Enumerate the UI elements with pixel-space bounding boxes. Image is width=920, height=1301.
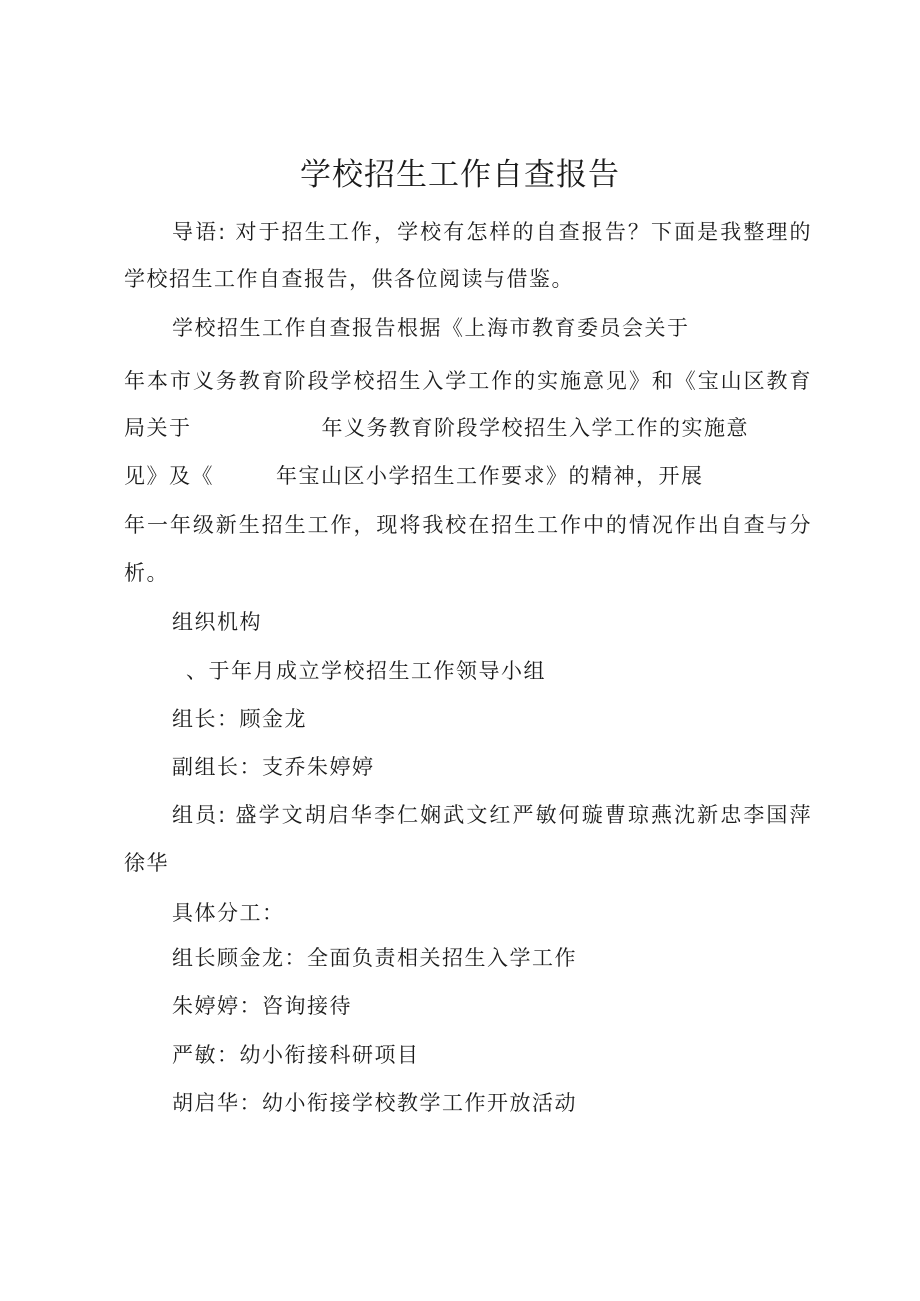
org-members-line-1: 组员: 盛学文胡启华李仁娴武文红严敏何璇曹琼燕沈新忠李国萍 [172,803,812,827]
basis-line-3-start: 局关于 [124,416,192,440]
basis-line-5: 年一年级新生招生工作，现将我校在招生工作中的情况作出自查与分 [124,513,812,537]
basis-line-4-end: 年宝山区小学招生工作要求》的精神，开展 [276,464,704,488]
duty-item: 组长顾金龙：全面负责相关招生入学工作 [172,946,577,970]
basis-line-2: 年本市义务教育阶段学校招生入学工作的实施意见》和《宝山区教育 [124,369,812,393]
basis-line-6: 析。 [124,561,169,585]
duty-item: 严敏：幼小衔接科研项目 [172,1043,420,1067]
duty-item: 朱婷婷：咨询接待 [172,994,352,1018]
org-leader: 组长：顾金龙 [172,707,307,731]
org-established: 、于年月成立学校招生工作领导小组 [186,659,546,683]
intro-line-2: 学校招生工作自查报告，供各位阅读与借鉴。 [124,267,574,291]
duties-heading: 具体分工： [172,901,285,925]
org-deputy: 副组长：支乔朱婷婷 [172,755,375,779]
basis-line-3 [124,413,749,443]
org-heading: 组织机构 [172,610,262,634]
intro-line-1: 导语: 对于招生工作，学校有怎样的自查报告？下面是我整理的 [172,220,812,244]
basis-line-4 [124,461,704,491]
basis-line-4-start: 见》及《 [124,464,214,488]
basis-line-1: 学校招生工作自查报告根据《上海市教育委员会关于 [172,316,690,340]
org-members-line-2: 徐华 [124,851,169,875]
page-title: 学校招生工作自查报告 [300,157,620,193]
duty-item: 胡启华：幼小衔接学校教学工作开放活动 [172,1091,577,1115]
basis-line-3-end: 年义务教育阶段学校招生入学工作的实施意 [321,416,749,440]
